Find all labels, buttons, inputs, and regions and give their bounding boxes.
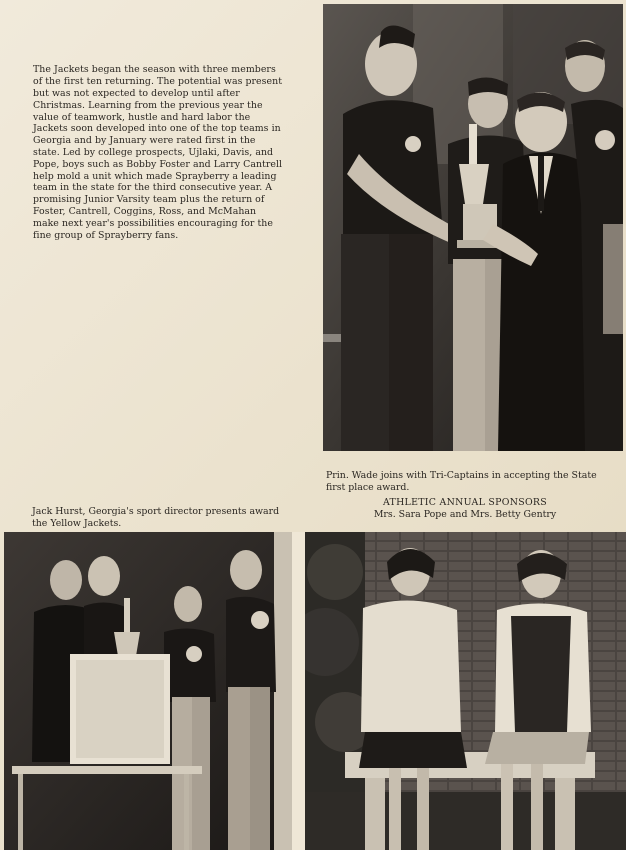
sponsor-names: Mrs. Sara Pope and Mrs. Betty Gentry (373, 508, 557, 520)
article-body: The Jackets began the season with three members of the first ten returning. The potential was present but was not expected to develop until after Christmas. Learning from the previous year the value of teamwork, hustle and hard labor the Jackets soon developed into one of the top teams in Georgia and by January were rated first in the state. Led by college prospects, Ujlaki, Davis, and Pope, boys such as Bobby Foster and Larry Cantrell help mold a unit which made Sprayberry a leading team in the state for the third consecutive year. A promising Junior Varsity team plus the return of Foster, Cantrell, Coggins, Ross, and McMahan make next year's possibilities encouraging for the fine group of Sprayberry fans. (33, 64, 283, 241)
hurst-photo-illustration (4, 532, 292, 850)
sponsor-caption (340, 497, 590, 521)
photo-award-presentation (323, 4, 623, 451)
award-photo-illustration (323, 4, 623, 451)
sponsor-heading: ATHLETIC ANNUAL SPONSORS (382, 497, 548, 508)
award-photo-caption: Prin. Wade joins with Tri-Captains in accepting the State first place award. (326, 470, 597, 494)
sponsors-photo-illustration (305, 532, 626, 850)
photo-divider (292, 532, 305, 850)
photo-hurst-award (4, 532, 292, 850)
hurst-photo-caption: Jack Hurst, Georgia's sport director presents award the Yellow Jackets. (32, 506, 280, 530)
photo-athletic-sponsors (305, 532, 626, 850)
